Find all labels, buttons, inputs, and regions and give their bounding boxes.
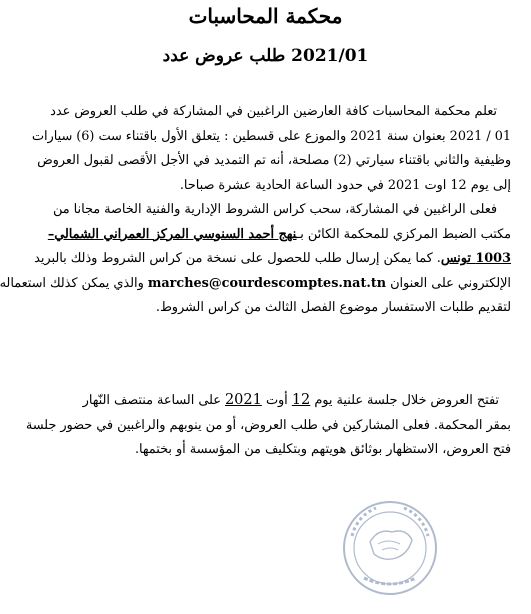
extension-line-1: تعلم محكمة المحاسبات كافة العارضين الراغبين في المشاركة في طلب العروض عدد bbox=[50, 104, 497, 119]
specifications-line-4 bbox=[0, 272, 511, 297]
office-text: مكتب الضبط المركزي للمحكمة الكائن بـ bbox=[296, 226, 511, 242]
specifications-line-3 bbox=[28, 247, 511, 272]
official-seal-icon bbox=[338, 498, 442, 598]
opening-line-1 bbox=[28, 388, 511, 414]
tender-label: طلب عروض عدد bbox=[162, 46, 286, 66]
opening-time-text: على الساعة منتصف النّهار bbox=[82, 393, 221, 408]
email-address: marches@courdescomptes.nat.tn bbox=[147, 275, 387, 291]
opening-year: 2021 bbox=[224, 392, 262, 408]
tender-heading bbox=[0, 46, 531, 66]
seal-drawing bbox=[344, 502, 436, 594]
specifications-line-2 bbox=[28, 223, 511, 248]
opening-session-paragraph bbox=[25, 388, 511, 463]
email-request-text: . كما يمكن إرسال طلب للحصول على نسخة من كراس الشروط وذلك بالبريد bbox=[34, 251, 441, 267]
specifications-paragraph bbox=[0, 198, 511, 321]
extension-line-3: وظيفية والثاني باقتناء سيارتي (2) مصلحة، أنه تم التمديد في الأجل الأقصى لقبول العروض bbox=[37, 153, 511, 169]
email-intro-text: الإلكتروني على العنوان bbox=[390, 275, 511, 291]
opening-line-3: فتح العروض، الاستظهار بوثائق هويتهم وبتكليف من المؤسسة أو بختمها. bbox=[134, 442, 511, 458]
opening-month: أوت bbox=[265, 393, 288, 408]
extension-line-4: إلى يوم 12 اوت 2021 في حدود الساعة الحادية عشرة صباحا. bbox=[179, 177, 511, 193]
opening-line-2: بمقر المحكمة. فعلى المشاركين في طلب العروض، أو من ينوبهم والراغبين في حضور جلسة bbox=[25, 417, 511, 433]
tender-number: 2021/01 bbox=[291, 46, 369, 66]
address-street: نهج أحمد السنوسي المركز العمراني الشمالي– bbox=[47, 226, 297, 242]
specifications-line-1: فعلى الراغبين في المشاركة، سحب كراس الشروط الإدارية والفنية الخاصة مجانا من bbox=[52, 202, 497, 217]
address-postal: 1003 تونس bbox=[440, 251, 511, 267]
email-usage-text: والذي يمكن كذلك استعماله bbox=[0, 275, 144, 291]
court-name-title: محكمة المحاسبات bbox=[188, 4, 343, 28]
specifications-line-5: لتقديم طلبات الاستفسار موضوع الفصل الثالث من كراس الشروط. bbox=[155, 300, 511, 316]
extension-paragraph bbox=[28, 100, 511, 198]
extension-line-2: 01 / 2021 بعنوان سنة 2021 والموزع على قسطين : يتعلق الأول باقتناء ست (6) سيارات bbox=[31, 128, 511, 144]
opening-text: تفتح العروض خلال جلسة علنية يوم bbox=[314, 393, 499, 408]
opening-day: 12 bbox=[291, 392, 311, 408]
